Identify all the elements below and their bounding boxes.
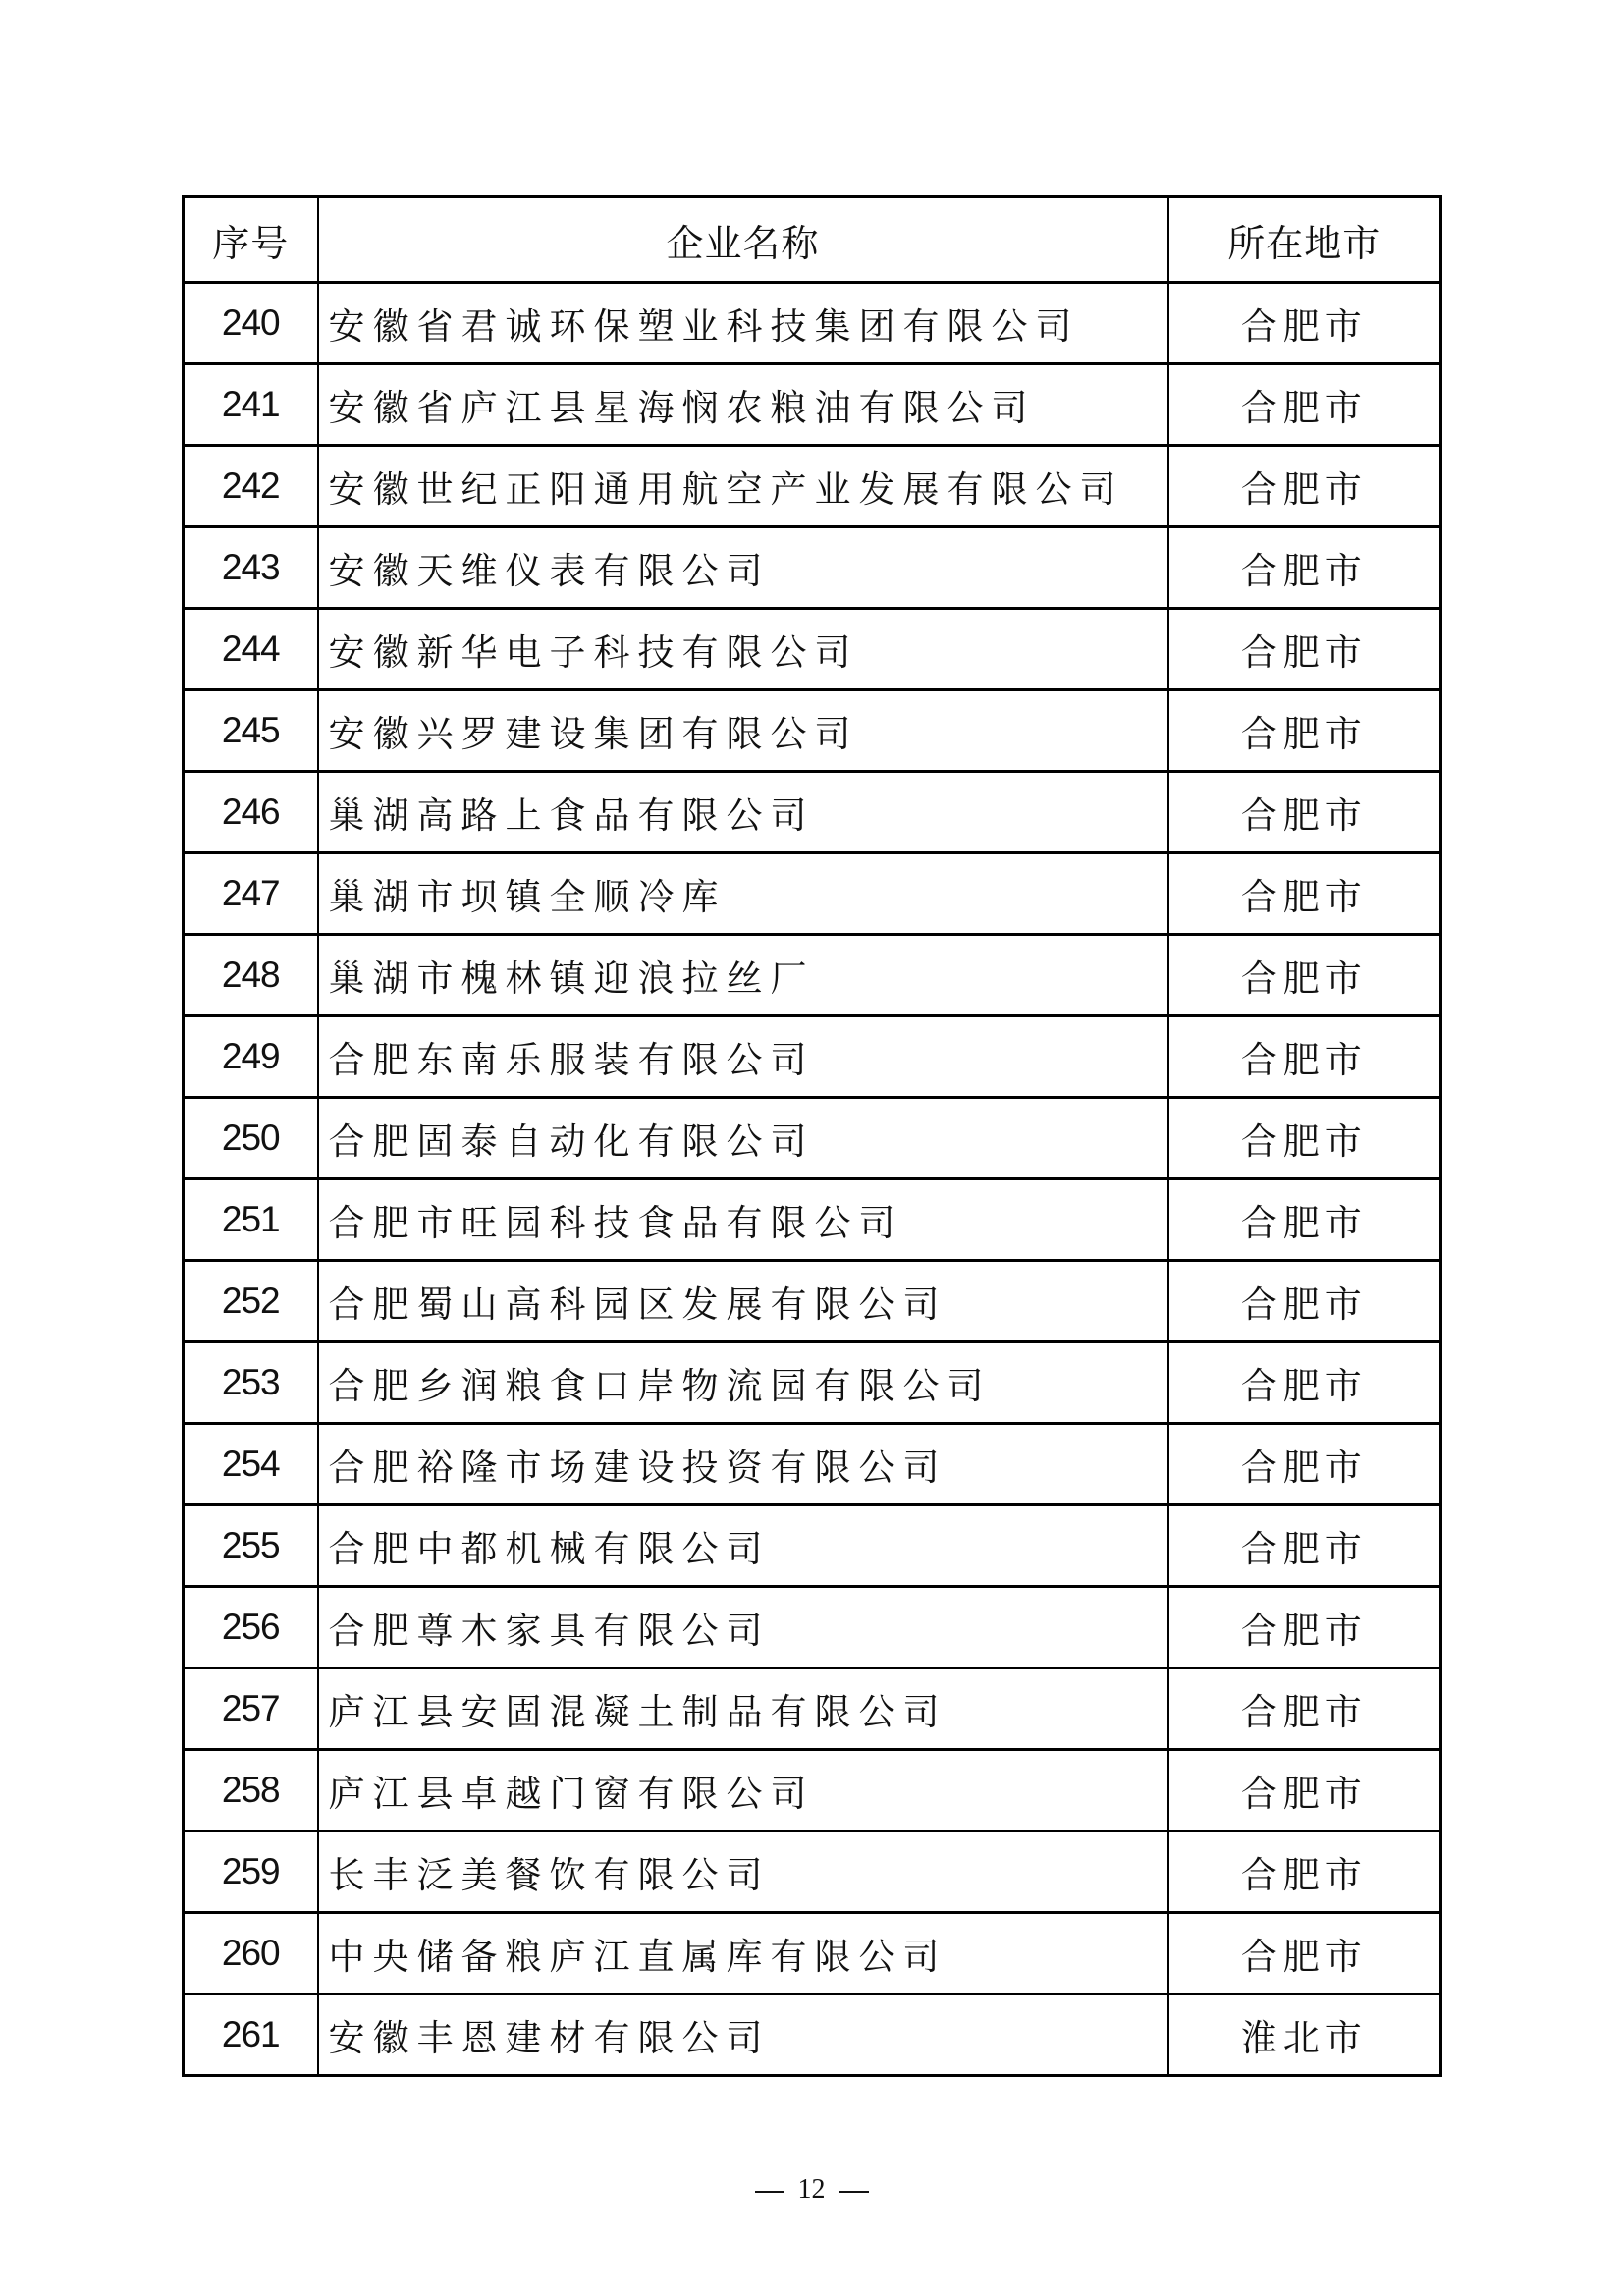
row-city: 合肥市	[1168, 935, 1441, 1016]
row-index: 256	[184, 1587, 318, 1668]
table-row	[184, 1587, 1441, 1668]
row-index: 249	[184, 1016, 318, 1098]
row-company-name: 合肥裕隆市场建设投资有限公司	[318, 1424, 1168, 1505]
row-city: 淮北市	[1168, 1995, 1441, 2076]
row-company-name: 合肥中都机械有限公司	[318, 1505, 1168, 1587]
table-row	[184, 1668, 1441, 1750]
table-row	[184, 690, 1441, 772]
table-row	[184, 1016, 1441, 1098]
row-city: 合肥市	[1168, 1668, 1441, 1750]
row-company-name: 巢湖市坝镇全顺冷库	[318, 853, 1168, 935]
row-index: 255	[184, 1505, 318, 1587]
table-row	[184, 1831, 1441, 1913]
header-company-name: 企业名称	[318, 197, 1168, 283]
row-city: 合肥市	[1168, 1098, 1441, 1179]
table-row	[184, 1505, 1441, 1587]
row-company-name: 合肥固泰自动化有限公司	[318, 1098, 1168, 1179]
row-city: 合肥市	[1168, 1016, 1441, 1098]
row-index: 242	[184, 446, 318, 527]
row-index: 260	[184, 1913, 318, 1995]
row-company-name: 合肥蜀山高科园区发展有限公司	[318, 1261, 1168, 1342]
row-city: 合肥市	[1168, 446, 1441, 527]
table-row	[184, 527, 1441, 609]
table-row	[184, 935, 1441, 1016]
row-city: 合肥市	[1168, 1342, 1441, 1424]
page-footer	[0, 2174, 1623, 2206]
row-city: 合肥市	[1168, 1831, 1441, 1913]
row-index: 243	[184, 527, 318, 609]
row-company-name: 合肥尊木家具有限公司	[318, 1587, 1168, 1668]
row-city: 合肥市	[1168, 609, 1441, 690]
row-index: 253	[184, 1342, 318, 1424]
row-company-name: 长丰泛美餐饮有限公司	[318, 1831, 1168, 1913]
row-company-name: 巢湖高路上食品有限公司	[318, 772, 1168, 853]
row-index: 258	[184, 1750, 318, 1831]
dash-left	[755, 2191, 784, 2193]
row-index: 261	[184, 1995, 318, 2076]
row-index: 240	[184, 283, 318, 364]
row-city: 合肥市	[1168, 1587, 1441, 1668]
row-index: 250	[184, 1098, 318, 1179]
row-company-name: 安徽省君诚环保塑业科技集团有限公司	[318, 283, 1168, 364]
table-row	[184, 1098, 1441, 1179]
row-index: 246	[184, 772, 318, 853]
table-row	[184, 364, 1441, 446]
row-city: 合肥市	[1168, 1179, 1441, 1261]
row-company-name: 合肥乡润粮食口岸物流园有限公司	[318, 1342, 1168, 1424]
row-city: 合肥市	[1168, 1913, 1441, 1995]
row-index: 245	[184, 690, 318, 772]
row-company-name: 合肥市旺园科技食品有限公司	[318, 1179, 1168, 1261]
row-city: 合肥市	[1168, 853, 1441, 935]
table-row	[184, 1750, 1441, 1831]
row-index: 241	[184, 364, 318, 446]
table-row	[184, 772, 1441, 853]
row-city: 合肥市	[1168, 283, 1441, 364]
table-row	[184, 1913, 1441, 1995]
row-index: 244	[184, 609, 318, 690]
row-city: 合肥市	[1168, 1750, 1441, 1831]
row-company-name: 安徽省庐江县星海悯农粮油有限公司	[318, 364, 1168, 446]
table-row	[184, 446, 1441, 527]
header-index: 序号	[184, 197, 318, 283]
row-index: 259	[184, 1831, 318, 1913]
table-row	[184, 1995, 1441, 2076]
table-row	[184, 1179, 1441, 1261]
row-index: 254	[184, 1424, 318, 1505]
row-company-name: 安徽新华电子科技有限公司	[318, 609, 1168, 690]
table-row	[184, 283, 1441, 364]
row-index: 251	[184, 1179, 318, 1261]
row-city: 合肥市	[1168, 1261, 1441, 1342]
table-row	[184, 1424, 1441, 1505]
row-company-name: 中央储备粮庐江直属库有限公司	[318, 1913, 1168, 1995]
dash-right	[839, 2191, 869, 2193]
table-row	[184, 1342, 1441, 1424]
row-city: 合肥市	[1168, 772, 1441, 853]
row-city: 合肥市	[1168, 364, 1441, 446]
row-index: 257	[184, 1668, 318, 1750]
table-header	[184, 197, 1441, 283]
table-row	[184, 609, 1441, 690]
row-company-name: 合肥东南乐服装有限公司	[318, 1016, 1168, 1098]
table-row	[184, 853, 1441, 935]
row-index: 252	[184, 1261, 318, 1342]
row-company-name: 安徽兴罗建设集团有限公司	[318, 690, 1168, 772]
row-company-name: 安徽世纪正阳通用航空产业发展有限公司	[318, 446, 1168, 527]
table-body	[184, 283, 1441, 2076]
row-city: 合肥市	[1168, 1505, 1441, 1587]
row-company-name: 巢湖市槐林镇迎浪拉丝厂	[318, 935, 1168, 1016]
row-company-name: 庐江县卓越门窗有限公司	[318, 1750, 1168, 1831]
header-city: 所在地市	[1168, 197, 1441, 283]
row-company-name: 安徽丰恩建材有限公司	[318, 1995, 1168, 2076]
row-index: 247	[184, 853, 318, 935]
row-index: 248	[184, 935, 318, 1016]
row-city: 合肥市	[1168, 1424, 1441, 1505]
row-city: 合肥市	[1168, 690, 1441, 772]
row-company-name: 庐江县安固混凝土制品有限公司	[318, 1668, 1168, 1750]
table-row	[184, 1261, 1441, 1342]
row-city: 合肥市	[1168, 527, 1441, 609]
header-row	[184, 197, 1441, 283]
row-company-name: 安徽天维仪表有限公司	[318, 527, 1168, 609]
enterprise-table	[182, 195, 1442, 2077]
page-number: 12	[797, 2174, 826, 2205]
